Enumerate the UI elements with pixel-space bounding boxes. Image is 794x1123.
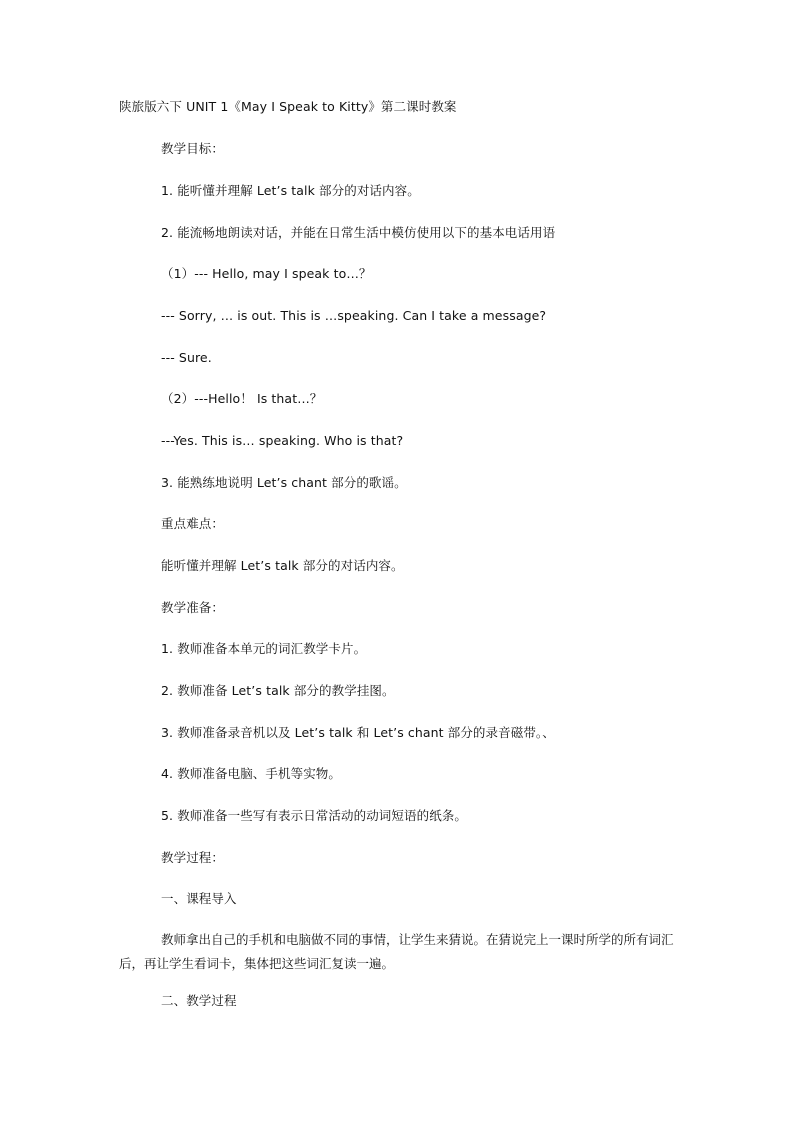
dialog-1-line-2: --- Sorry, … is out. This is …speaking. Can I take a message? xyxy=(161,308,547,323)
goal-item-2: 2. 能流畅地朗读对话，并能在日常生活中模仿使用以下的基本电话用语 xyxy=(161,225,556,240)
section-1-heading: 一、课程导入 xyxy=(161,891,237,906)
prep-heading: 教学准备： xyxy=(161,600,225,615)
prep-item-4: 4. 教师准备电脑、手机等实物。 xyxy=(161,766,342,781)
process-heading: 教学过程： xyxy=(161,850,225,865)
prep-item-2: 2. 教师准备 Let’s talk 部分的教学挂图。 xyxy=(161,683,395,698)
key-points-heading: 重点难点： xyxy=(161,516,225,531)
goal-item-3: 3. 能熟练地说明 Let’s chant 部分的歌谣。 xyxy=(161,475,407,490)
dialog-2-line-1: （2）---Hello！ Is that…？ xyxy=(161,391,323,406)
dialog-1-line-3: --- Sure. xyxy=(161,350,212,365)
goal-item-1: 1. 能听懂并理解 Let’s talk 部分的对话内容。 xyxy=(161,183,420,198)
section-1-paragraph: 教师拿出自己的手机和电脑做不同的事情，让学生来猜说。在猜说完上一课时所学的所有词汇后，再让学生看词卡，集体把这些词汇复读一遍。 xyxy=(119,932,674,971)
dialog-1-line-1: （1）--- Hello, may I speak to…？ xyxy=(161,266,372,281)
goals-heading: 教学目标： xyxy=(161,141,225,156)
prep-item-1: 1. 教师准备本单元的词汇教学卡片。 xyxy=(161,641,367,656)
prep-item-5: 5. 教师准备一些写有表示日常活动的动词短语的纸条。 xyxy=(161,808,468,823)
prep-item-3: 3. 教师准备录音机以及 Let’s talk 和 Let’s chant 部分的录音磁带。、 xyxy=(161,725,555,740)
dialog-2-line-2: ---Yes. This is… speaking. Who is that? xyxy=(161,433,404,448)
document-title: 陕旅版六下 UNIT 1《May I Speak to Kitty》第二课时教案 xyxy=(119,99,457,114)
key-points-text: 能听懂并理解 Let’s talk 部分的对话内容。 xyxy=(161,558,404,573)
section-2-heading: 二、教学过程 xyxy=(161,993,237,1008)
